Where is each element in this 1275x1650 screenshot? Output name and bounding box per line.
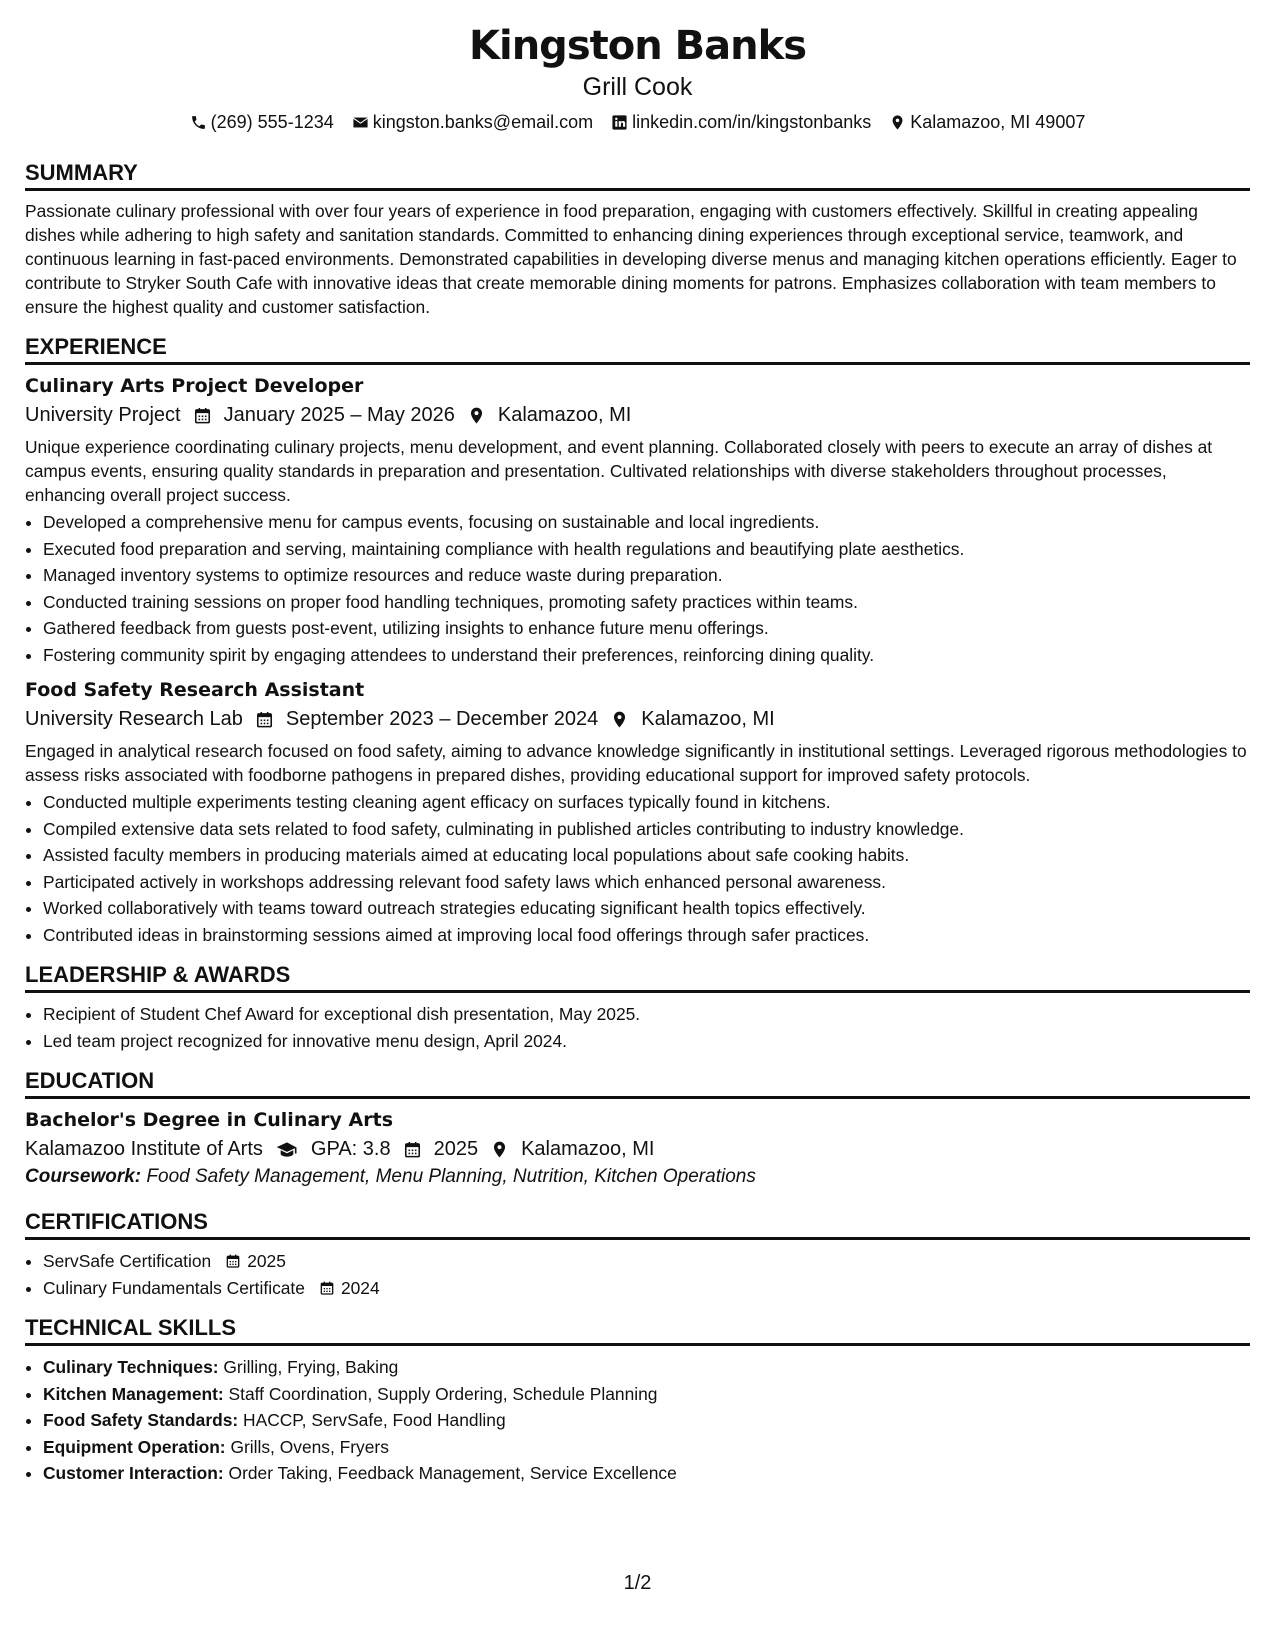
list-item bbox=[43, 1407, 1250, 1434]
job-bullets bbox=[25, 789, 1250, 948]
candidate-name: Kingston Banks bbox=[469, 23, 806, 69]
job-dates: September 2023 – December 2024 bbox=[285, 708, 599, 730]
list-item bbox=[43, 1434, 1250, 1461]
certifications-list bbox=[25, 1248, 1250, 1301]
job-title: Culinary Arts Project Developer bbox=[25, 375, 364, 397]
list-item bbox=[43, 1460, 1250, 1487]
job-meta bbox=[25, 401, 1250, 429]
coursework-label: Coursework: bbox=[25, 1166, 142, 1187]
section-title-summary: SUMMARY bbox=[25, 160, 1250, 191]
skill-value: Grills, Ovens, Fryers bbox=[230, 1436, 389, 1457]
calendar-icon bbox=[255, 710, 274, 729]
list-item: • Compiled extensive data sets related to food safety, culminating in published articles contributing to industry knowledge. bbox=[43, 816, 1250, 843]
contact-linkedin[interactable] bbox=[611, 111, 871, 133]
calendar-icon bbox=[403, 1140, 422, 1159]
school-location: Kalamazoo, MI bbox=[521, 1138, 655, 1160]
coursework bbox=[25, 1163, 1250, 1190]
skill-value: HACCP, ServSafe, Food Handling bbox=[243, 1410, 506, 1430]
cert-name: • ServSafe Certification bbox=[43, 1251, 212, 1271]
contact-phone[interactable] bbox=[190, 111, 334, 133]
contact-bar bbox=[25, 111, 1250, 133]
job-description: Engaged in analytical research focused on food safety, aiming to advance knowledge significantly in institutional settings. Leveraged rigorous methodologies to assess risks associated with foodborne pathogens in prepared dishes, providing educational support for improved safety protocols. bbox=[25, 741, 1247, 785]
education-section bbox=[25, 1068, 1250, 1190]
section-title-certifications: CERTIFICATIONS bbox=[25, 1209, 1250, 1240]
section-title-experience: EXPERIENCE bbox=[25, 334, 1250, 365]
cert-year: 2024 bbox=[340, 1277, 380, 1298]
calendar-icon bbox=[225, 1253, 241, 1269]
map-pin-icon bbox=[490, 1140, 509, 1159]
coursework-list: Food Safety Management, Menu Planning, Nutrition, Kitchen Operations bbox=[146, 1166, 756, 1187]
job-location: Kalamazoo, MI bbox=[497, 404, 632, 426]
skill-value: Staff Coordination, Supply Ordering, Schedule Planning bbox=[228, 1383, 658, 1404]
envelope-icon bbox=[352, 114, 369, 131]
list-item bbox=[43, 1381, 1250, 1408]
summary-section bbox=[25, 160, 1250, 319]
job-title: Food Safety Research Assistant bbox=[25, 679, 365, 701]
job-org: University Research Lab bbox=[25, 708, 243, 730]
list-item: • Fostering community spirit by engaging attendees to understand their preferences, reinforcing dining quality. bbox=[43, 642, 1250, 669]
job-entry bbox=[25, 677, 1250, 948]
resume-page bbox=[25, 20, 1250, 1487]
skill-label: Equipment Operation: bbox=[43, 1436, 226, 1457]
skill-label: Kitchen Management: bbox=[43, 1383, 224, 1404]
contact-location bbox=[889, 111, 1085, 133]
job-description: Unique experience coordinating culinary projects, menu development, and event planning. Collaborated closely with peers to execute an array of dishes at campus events, ensuring quality standards in preparation and presentation. Cultivated relationships with diverse stakeholders throughout processes, enhancing overall project success. bbox=[25, 437, 1213, 505]
certifications-section bbox=[25, 1209, 1250, 1301]
email-text: kingston.banks@email.com bbox=[372, 112, 594, 132]
skill-value: Grilling, Frying, Baking bbox=[223, 1357, 399, 1377]
cert-year: 2025 bbox=[247, 1251, 286, 1271]
awards-list bbox=[25, 1001, 1250, 1054]
skills-section bbox=[25, 1315, 1250, 1487]
list-item: • Recipient of Student Chef Award for exceptional dish presentation, May 2025. bbox=[43, 1001, 1250, 1028]
location-text: Kalamazoo, MI 49007 bbox=[910, 112, 1086, 132]
list-item: • Managed inventory systems to optimize resources and reduce waste during preparation. bbox=[43, 562, 1250, 589]
section-title-skills: TECHNICAL SKILLS bbox=[25, 1315, 1250, 1346]
skill-label: Food Safety Standards: bbox=[43, 1410, 239, 1430]
skills-list bbox=[25, 1354, 1250, 1487]
contact-email[interactable] bbox=[352, 111, 593, 133]
linkedin-text: linkedin.com/in/kingstonbanks bbox=[632, 112, 872, 132]
calendar-icon bbox=[193, 406, 212, 425]
job-dates: January 2025 – May 2026 bbox=[223, 404, 455, 426]
list-item: • Gathered feedback from guests post-event, utilizing insights to enhance future menu offerings. bbox=[43, 615, 1250, 642]
job-entry bbox=[25, 373, 1250, 668]
skill-value: Order Taking, Feedback Management, Service Excellence bbox=[228, 1463, 677, 1483]
skill-label: Customer Interaction: bbox=[43, 1463, 224, 1483]
map-pin-icon bbox=[610, 710, 629, 729]
cert-name: • Culinary Fundamentals Certificate bbox=[43, 1277, 305, 1298]
list-item: • Participated actively in workshops addressing relevant food safety laws which enhanced personal awareness. bbox=[43, 869, 1250, 896]
job-bullets bbox=[25, 509, 1250, 668]
list-item: • Contributed ideas in brainstorming sessions aimed at improving local food offerings through safer practices. bbox=[43, 922, 1250, 949]
list-item bbox=[43, 1354, 1250, 1381]
summary-text: Passionate culinary professional with over four years of experience in food preparation, engaging with customers effectively. Skillful in creating appealing dishes while adhering to high safety and sanitation standards. Committed to enhancing dining experiences through exceptional service, teamwork, and continuous learning in fast-paced environments. Demonstrated capabilities in developing diverse menus and managing kitchen operations efficiently. Eager to contribute to Stryker South Cafe with innovative ideas that create memorable dining moments for patrons. Emphasizes collaboration with team members to ensure the highest quality and customer satisfaction. bbox=[25, 201, 1237, 317]
phone-icon bbox=[190, 114, 207, 131]
graduation-cap-icon bbox=[275, 1140, 299, 1159]
job-meta bbox=[25, 705, 1250, 733]
gpa-text: GPA: 3.8 bbox=[310, 1138, 391, 1160]
list-item: • Executed food preparation and serving, maintaining compliance with health regulations and beautifying plate aesthetics. bbox=[43, 536, 1250, 563]
list-item: • Led team project recognized for innovative menu design, April 2024. bbox=[43, 1028, 1250, 1055]
map-pin-icon bbox=[467, 406, 486, 425]
list-item bbox=[43, 1275, 1250, 1302]
list-item: • Conducted training sessions on proper food handling techniques, promoting safety practices within teams. bbox=[43, 589, 1250, 616]
school-name: Kalamazoo Institute of Arts bbox=[25, 1138, 263, 1160]
job-location: Kalamazoo, MI bbox=[641, 708, 775, 730]
list-item: • Conducted multiple experiments testing cleaning agent efficacy on surfaces typically found in kitchens. bbox=[43, 789, 1250, 816]
page-number: 1/2 bbox=[623, 1572, 652, 1594]
candidate-role: Grill Cook bbox=[582, 73, 693, 101]
experience-section bbox=[25, 334, 1250, 948]
degree-title: Bachelor's Degree in Culinary Arts bbox=[25, 1109, 394, 1131]
job-org: University Project bbox=[25, 404, 181, 426]
map-pin-icon bbox=[889, 114, 906, 131]
education-meta bbox=[25, 1135, 1250, 1163]
section-title-awards: LEADERSHIP & AWARDS bbox=[25, 962, 1250, 993]
section-title-education: EDUCATION bbox=[25, 1068, 1250, 1099]
awards-section bbox=[25, 962, 1250, 1054]
list-item: • Assisted faculty members in producing materials aimed at educating local populations about safe cooking habits. bbox=[43, 842, 1250, 869]
linkedin-icon bbox=[611, 114, 628, 131]
list-item bbox=[43, 1248, 1250, 1275]
skill-label: Culinary Techniques: bbox=[43, 1357, 219, 1377]
list-item: • Developed a comprehensive menu for campus events, focusing on sustainable and local ingredients. bbox=[43, 509, 1250, 536]
resume-header bbox=[25, 22, 1250, 133]
phone-text: (269) 555-1234 bbox=[210, 112, 334, 132]
list-item: • Worked collaboratively with teams toward outreach strategies educating significant health topics effectively. bbox=[43, 895, 1250, 922]
calendar-icon bbox=[319, 1280, 335, 1296]
graduation-year: 2025 bbox=[433, 1138, 479, 1160]
